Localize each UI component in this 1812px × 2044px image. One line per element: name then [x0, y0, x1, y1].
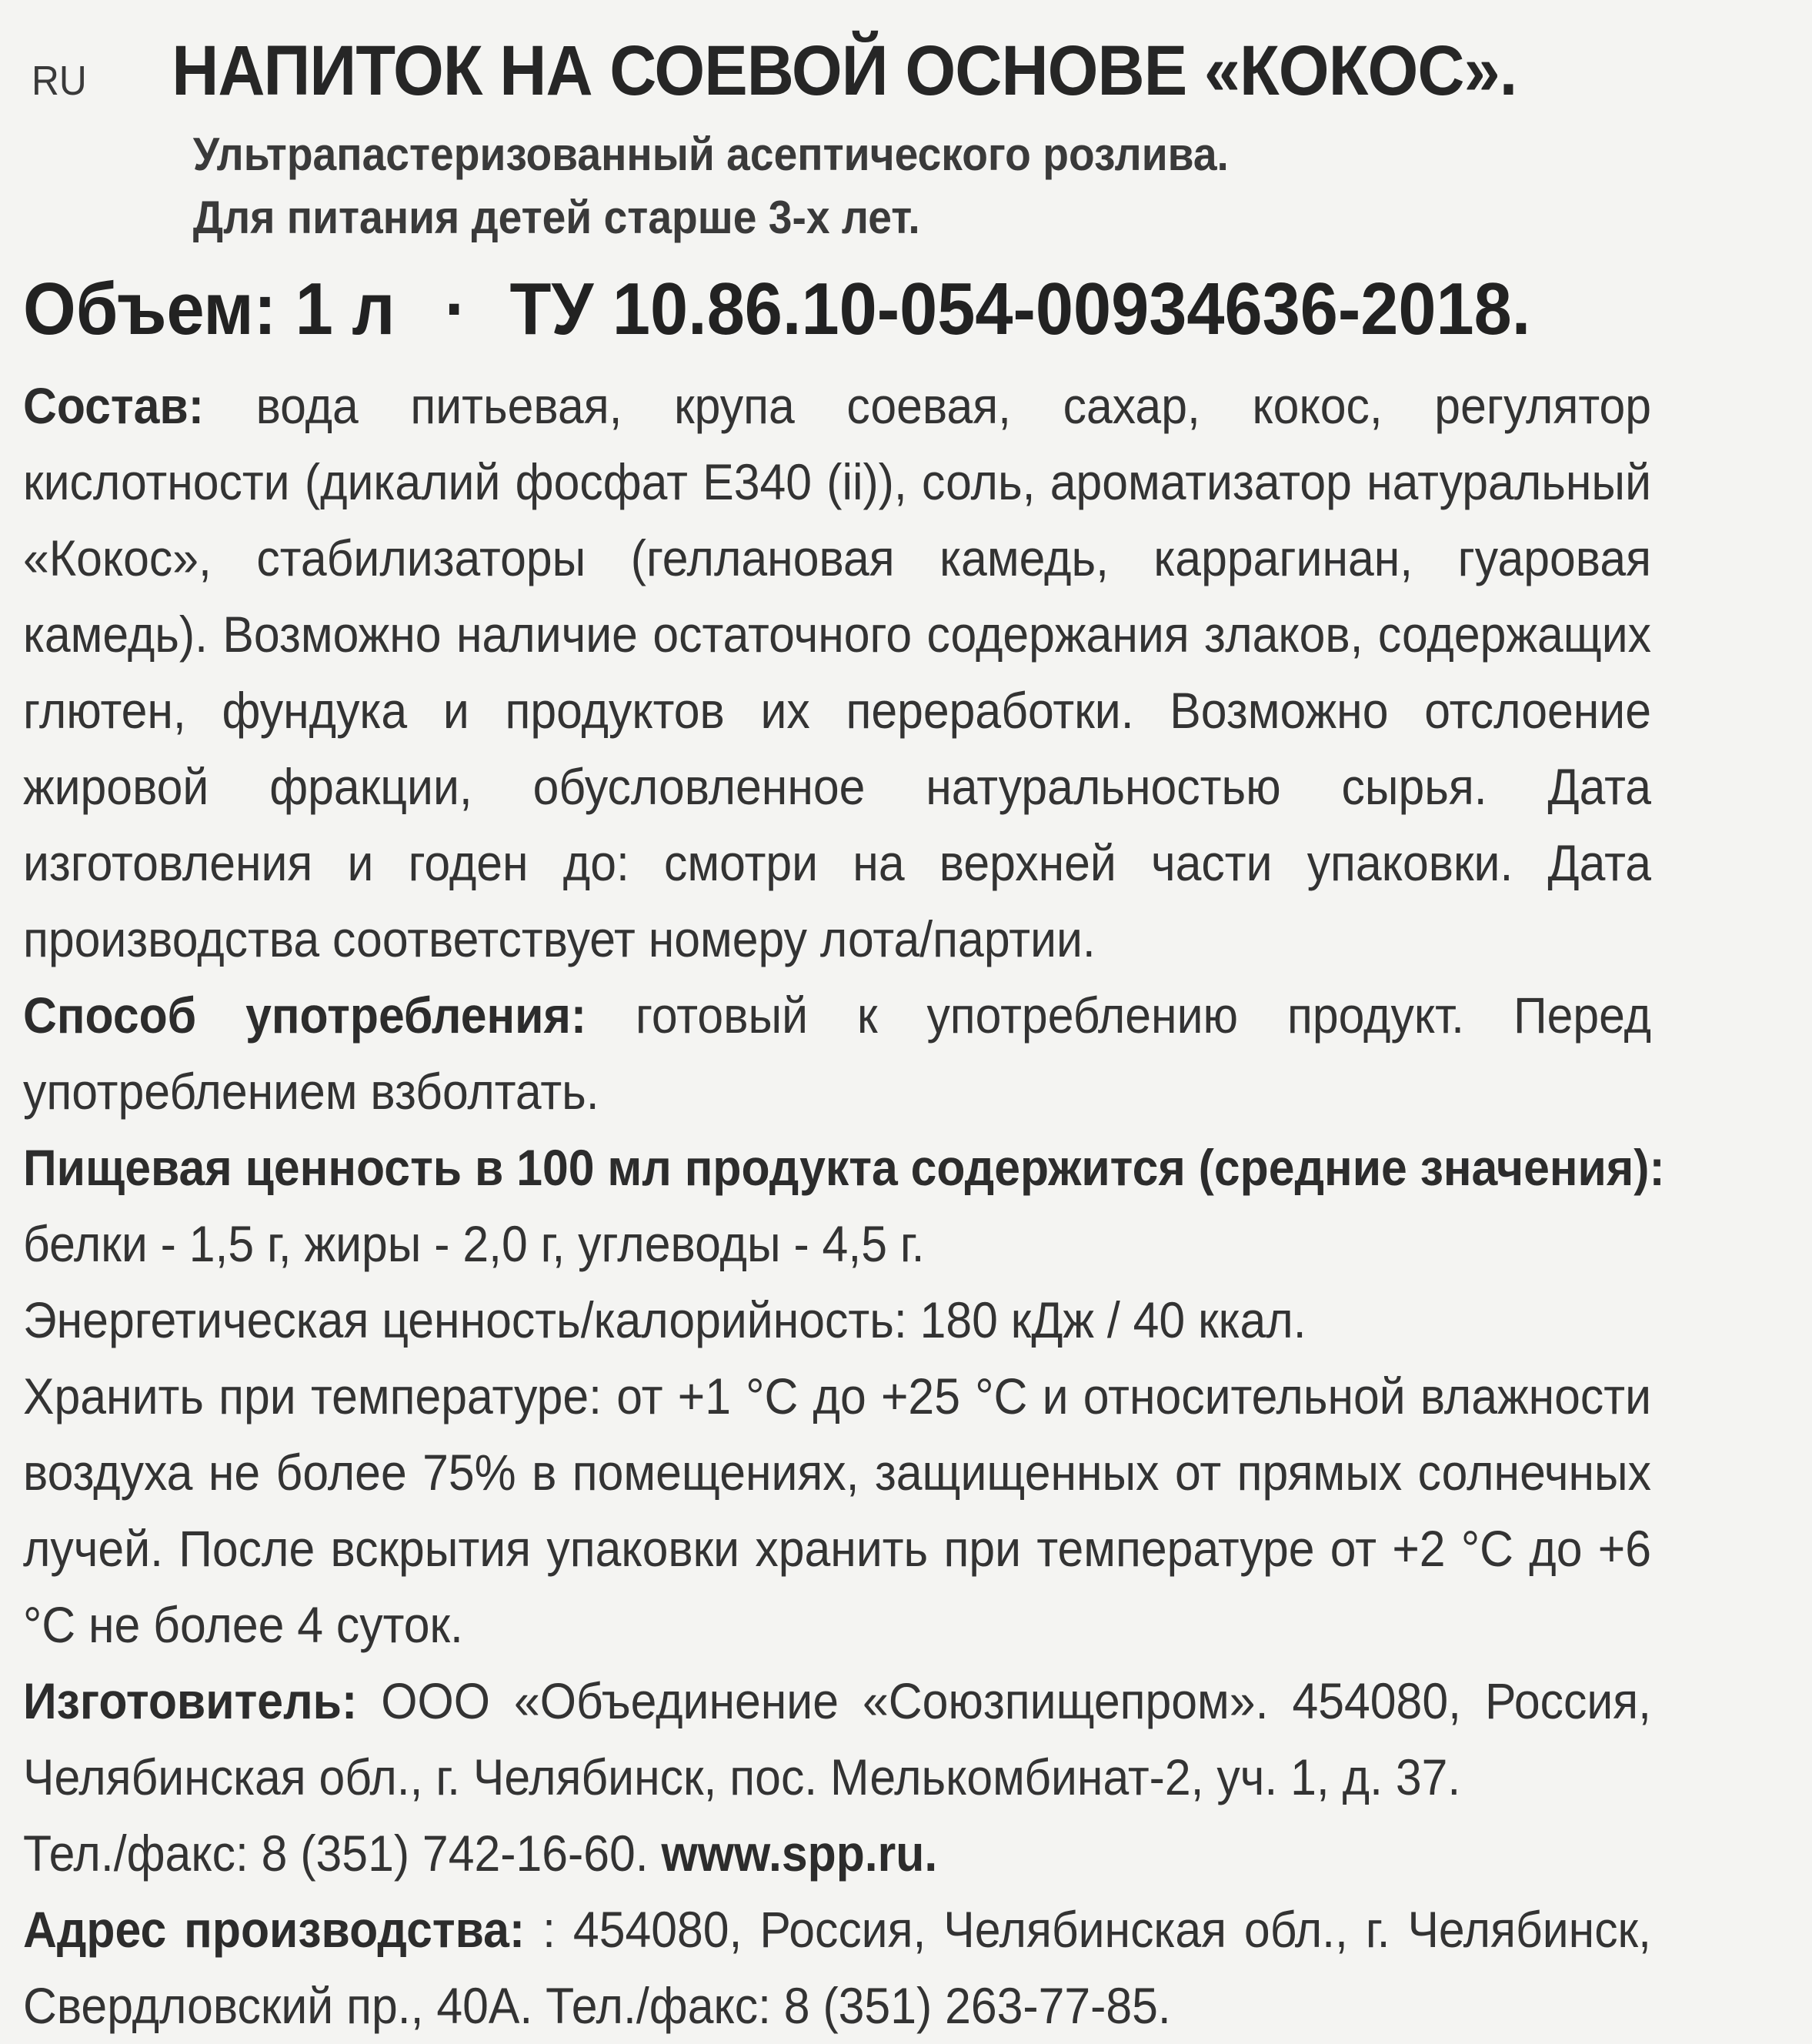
website-link: www.spp.ru.: [661, 1825, 938, 1882]
volume: Объем: 1 л: [23, 268, 395, 350]
usage-label: Способ употребления:: [23, 987, 587, 1044]
usage-text: готовый к употреблению продукт. Перед употреблением взболтать.: [23, 987, 1651, 1120]
product-subtitle-age: Для питания детей старше 3-х лет.: [192, 192, 920, 243]
composition-text: вода питьевая, крупа соевая, сахар, кокос, регулятор кислотности (дикалий фосфат Е340 (ii)), соль, ароматизатор натуральный «Кокос», стабилизаторы (геллановая камедь, каррагинан, гуаровая камедь). Возможно наличие остаточного содержания злаков, содержащих глютен, фундука и продуктов их переработки. Возможно отслоение жировой фракции, обусловленное натуральностью сырья. Дата изготовления и годен до: смотри на верхней части упаковки. Дата производства соответствует номеру лота/партии.: [23, 377, 1652, 967]
composition-section: [23, 368, 1651, 977]
usage-section: [23, 977, 1651, 1130]
product-subtitle-processing: Ультрапастеризованный асептического розлива.: [192, 129, 1229, 180]
nutrition-label: Пищевая ценность в 100 мл продукта содержится (средние значения):: [23, 1139, 1665, 1196]
production-label: Адрес производства:: [23, 1901, 526, 1958]
storage-text: Хранить при температуре: от +1 °С до +25 °С и относительной влажности воздуха не более 75% в помещениях, защищенных от прямых солнечных лучей. После вскрытия упаковки хранить при температуре от +2 °С до +6 °С не более 4 суток.: [23, 1368, 1651, 1653]
manufacturer-label: Изготовитель:: [23, 1672, 358, 1729]
product-label: [23, 31, 1665, 2034]
tu-standard: ТУ 10.86.10-054-00934636-2018.: [509, 268, 1531, 350]
manufacturer-text: ООО «Объединение «Союзпищепром». 454080, Россия, Челябинская обл., г. Челябинск, пос. Мелькомбинат-2, уч. 1, д. 37.: [23, 1672, 1651, 1805]
product-title: НАПИТОК НА СОЕВОЙ ОСНОВЕ «КОКОС».: [172, 32, 1517, 110]
nutrition-values: белки - 1,5 г, жиры - 2,0 г, углеводы - 4,5 г.: [23, 1215, 925, 1272]
composition-label: Состав:: [23, 377, 204, 434]
label-body: [23, 368, 1665, 2044]
production-text: : 454080, Россия, Челябинская обл., г. Челябинск, Свердловский пр., 40А. Тел./факс: 8 (351) 263-77-85.: [23, 1901, 1651, 2034]
volume-row: [23, 256, 1651, 363]
energy-value: Энергетическая ценность/калорийность: 180 кДж / 40 ккал.: [23, 1291, 1306, 1348]
separator-dot: ·: [444, 268, 468, 350]
title-row: [23, 31, 1651, 123]
manufacturer-section: [23, 1663, 1651, 1815]
manufacturer-contacts: [23, 1815, 1651, 1892]
production-section: [23, 1892, 1651, 2044]
language-code: RU: [32, 58, 87, 104]
manufacturer-phone: Тел./факс: 8 (351) 742-16-60.: [23, 1825, 649, 1882]
